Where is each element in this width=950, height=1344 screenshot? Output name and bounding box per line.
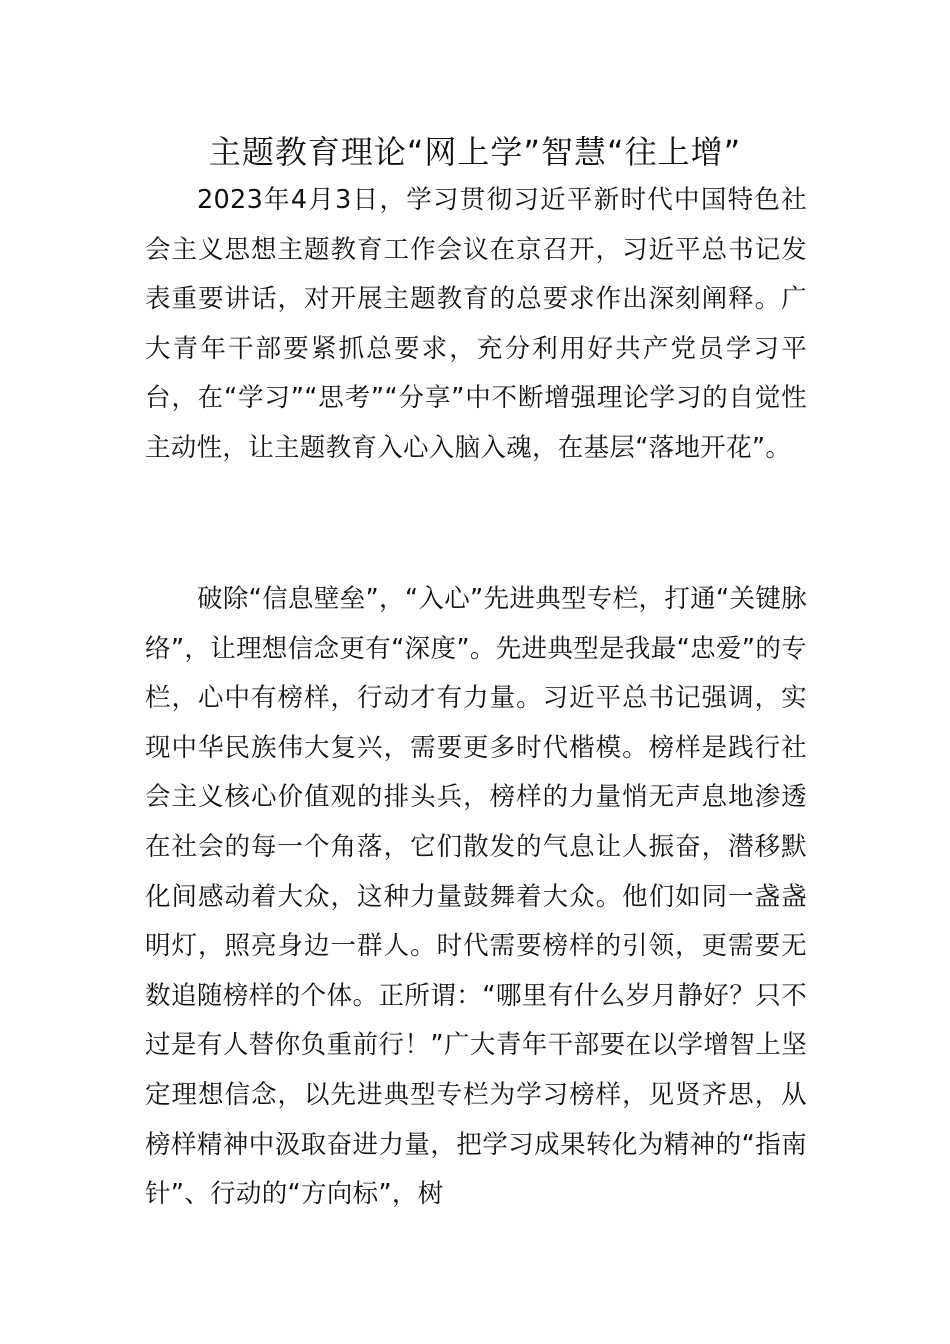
document-title: 主题教育理论“网上学”智慧“往上增” xyxy=(208,133,742,171)
paragraph-intro: 2023年4月3日，学习贯彻习近平新时代中国特色社会主义思想主题教育工作会议在京召开，习近平总书记发表重要讲话，对开展主题教育的总要求作出深刻阐释。广大青年干部要紧抓总要求，充分利用好共产党员学习平台，在“学习”“思考”“分享”中不断增强理论学习的自觉性主动性，让主题教育入心入脑入魂，在基层“落地开花”。 xyxy=(145,185,807,463)
paragraph-role-models: 破除“信息壁垒”，“入心”先进典型专栏，打通“关键脉络”，让理想信念更有“深度”。先进典型是我最“忠爱”的专栏，心中有榜样，行动才有力量。习近平总书记强调，实现中华民族伟大复兴，需要更多时代楷模。榜样是践行社会主义核心价值观的排头兵，榜样的力量悄无声息地渗透在社会的每一个角落，它们散发的气息让人振奋，潜移默化间感动着大众，这种力量鼓舞着大众。他们如同一盏盏明灯，照亮身边一群人。时代需要榜样的引领，更需要无数追随榜样的个体。正所谓：“哪里有什么岁月静好？只不过是有人替你负重前行！”广大青年干部要在以学增智上坚定理想信念，以先进典型专栏为学习榜样，见贤齐思，从榜样精神中汲取奋进力量，把学习成果转化为精神的“指南针”、行动的“方向标”，树 xyxy=(145,584,807,1210)
